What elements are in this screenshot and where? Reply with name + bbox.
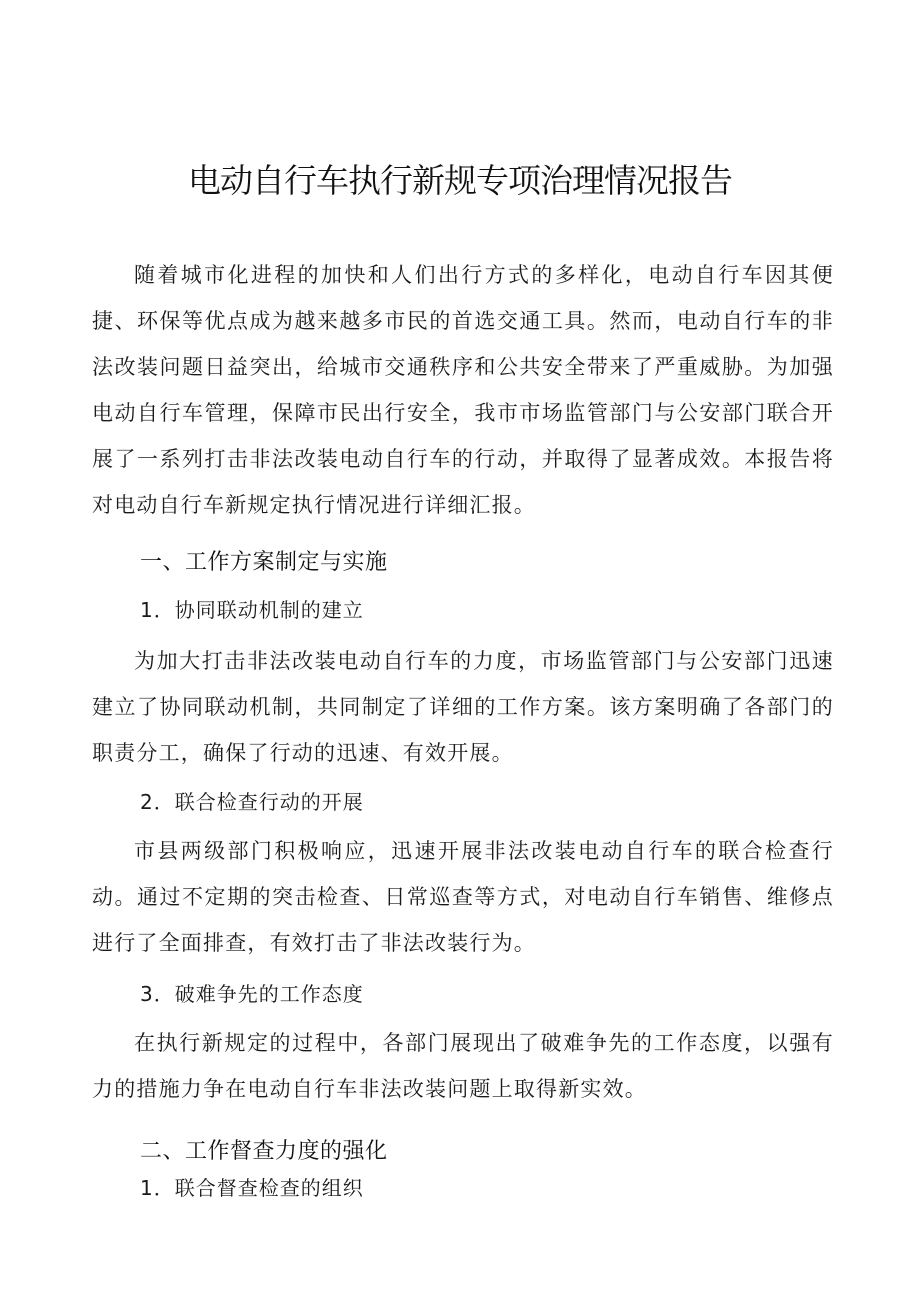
section-heading-2: 二、工作督查力度的强化	[140, 1139, 388, 1164]
subsection-title-1-3: 3．破难争先的工作态度	[140, 982, 364, 1006]
section-heading-1: 一、工作方案制定与实施	[140, 550, 388, 575]
subsection-body-1-2: 市县两级部门积极响应，迅速开展非法改装电动自行车的联合检查行动。通过不定期的突击检查、日常巡查等方式，对电动自行车销售、维修点进行了全面排查，有效打击了非法改装行为。	[92, 839, 834, 955]
intro-paragraph: 随着城市化进程的加快和人们出行方式的多样化，电动自行车因其便捷、环保等优点成为越来越多市民的首选交通工具。然而，电动自行车的非法改装问题日益突出，给城市交通秩序和公共安全带来了严重威胁。为加强电动自行车管理，保障市民出行安全，我市市场监管部门与公安部门联合开展了一系列打击非法改装电动自行车的行动，并取得了显著成效。本报告将对电动自行车新规定执行情况进行详细汇报。	[92, 263, 834, 517]
subsection-body-1-3: 在执行新规定的过程中，各部门展现出了破难争先的工作态度，以强有力的措施力争在电动自行车非法改装问题上取得新实效。	[92, 1031, 834, 1101]
subsection-title-1-1: 1．协同联动机制的建立	[140, 598, 364, 622]
document-title: 电动自行车执行新规专项治理情况报告	[188, 161, 732, 200]
subsection-title-1-2: 2．联合检查行动的开展	[140, 790, 364, 814]
subsection-body-1-1: 为加大打击非法改装电动自行车的力度，市场监管部门与公安部门迅速建立了协同联动机制，共同制定了详细的工作方案。该方案明确了各部门的职责分工，确保了行动的迅速、有效开展。	[92, 649, 834, 765]
subsection-title-2-1: 1．联合督查检查的组织	[140, 1176, 364, 1200]
